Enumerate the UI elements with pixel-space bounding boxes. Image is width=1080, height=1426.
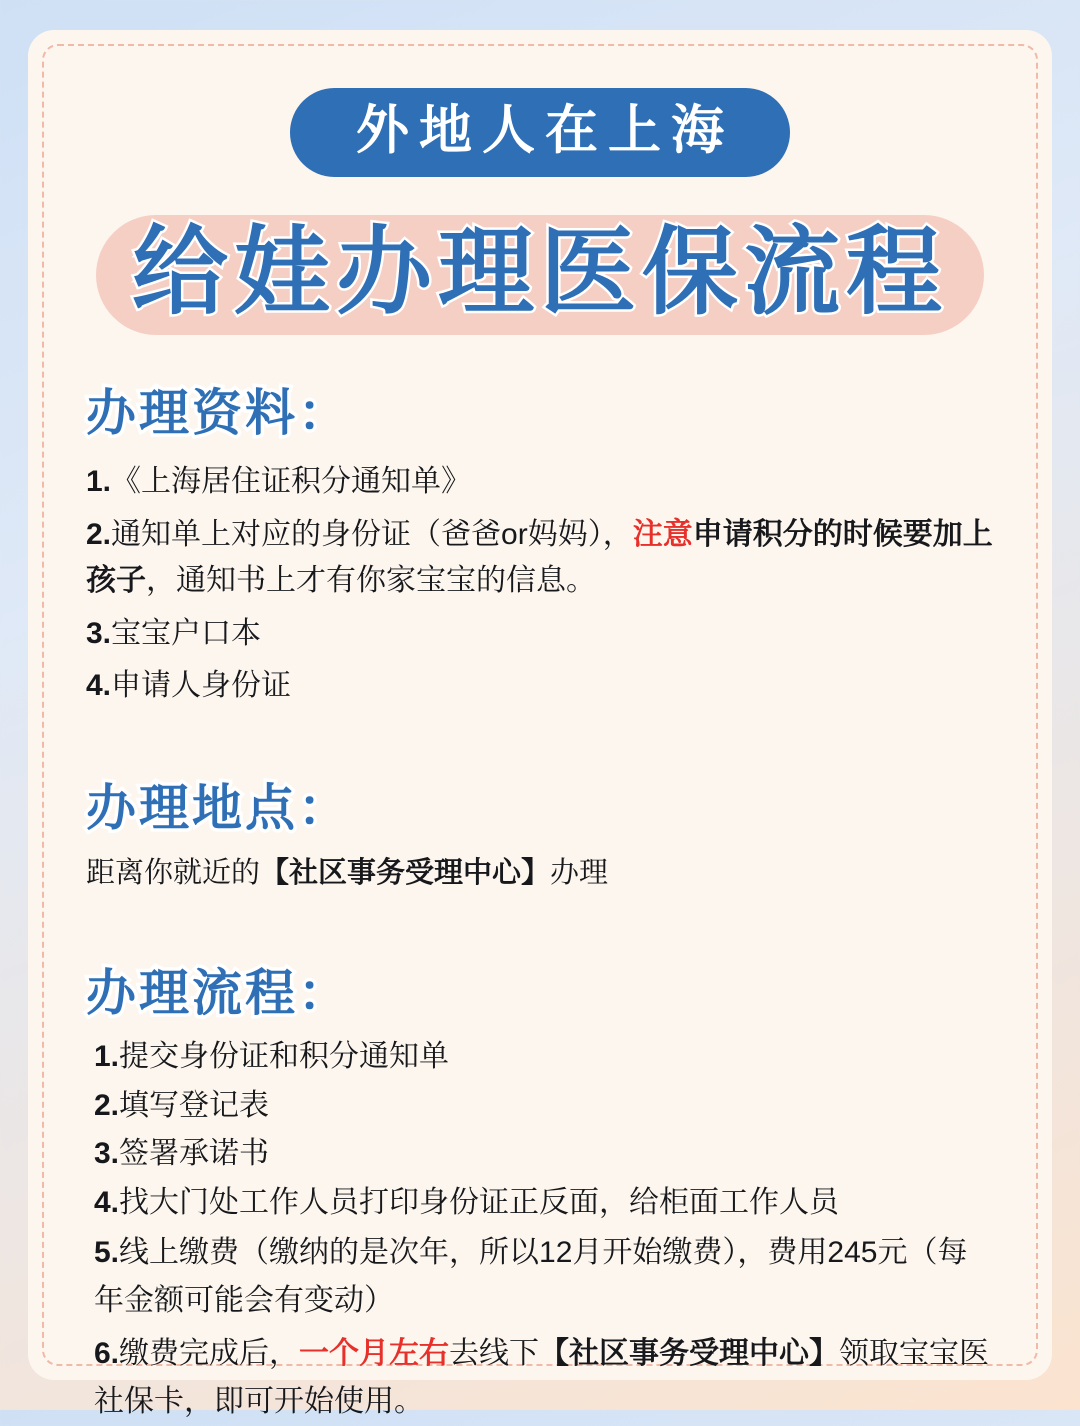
header-badge: 外地人在上海: [290, 88, 790, 177]
section-heading-location: 办理地点：: [86, 779, 351, 836]
item-text: 填写登记表: [119, 1088, 270, 1122]
item-text-after: 领取宝宝医社保卡，即可开始使用。: [94, 1337, 990, 1418]
process-list: [86, 1035, 994, 1426]
list-item: [86, 459, 994, 506]
item-index: 3.: [86, 616, 112, 650]
page-title: 给娃办理医保流程: [132, 218, 948, 326]
item-highlight: 注意: [632, 517, 693, 551]
item-highlight: 一个月左右: [299, 1337, 450, 1370]
list-item: [94, 1229, 994, 1325]
section-heading-materials: 办理资料：: [86, 385, 351, 441]
location-note-before: 距离你就近的: [86, 856, 261, 889]
item-text-bold: 申请积分的时候要加上孩子: [86, 517, 993, 597]
item-text: 提交身份证和积分通知单: [119, 1040, 450, 1073]
item-text: 找大门处工作人员打印身份证正反面，给柜面工作人员: [119, 1185, 840, 1219]
poster-content: [52, 56, 1028, 1418]
item-index: 1.: [94, 1040, 120, 1073]
list-item: [86, 512, 994, 605]
item-index: 4.: [86, 669, 112, 702]
item-text: 申请人身份证: [111, 669, 292, 702]
location-name: 【社区事务受理中心】: [539, 1337, 840, 1370]
location-name: 【社区事务受理中心】: [260, 856, 551, 889]
item-text: 《上海居住证积分通知单》: [111, 465, 472, 498]
list-item: [94, 1330, 994, 1426]
poster-card: [28, 30, 1052, 1418]
item-text-before: 通知单上对应的身份证（爸爸or妈妈），: [111, 517, 633, 551]
list-item: [86, 611, 994, 658]
item-text: 宝宝户口本: [111, 616, 262, 650]
section-heading-process: 办理流程：: [86, 965, 351, 1021]
item-index: 3.: [94, 1137, 120, 1170]
title-row: [86, 203, 994, 343]
list-item: [94, 1181, 994, 1225]
list-item: [94, 1132, 994, 1176]
location-note: [86, 852, 994, 896]
item-index: 4.: [94, 1185, 120, 1219]
item-index: 1.: [86, 465, 112, 498]
item-text-mid: 去线下: [449, 1337, 540, 1370]
list-item: [86, 663, 994, 710]
item-text: 签署承诺书: [119, 1137, 270, 1170]
item-index: 2.: [86, 517, 112, 551]
list-item: [94, 1084, 994, 1128]
item-text: 线上缴费（缴纳的是次年，所以12月开始缴费），费用245元（每年金额可能会有变动）: [94, 1236, 968, 1317]
item-index: 5.: [94, 1236, 120, 1269]
item-text-after: ，通知书上才有你家宝宝的信息。: [146, 564, 596, 597]
list-item: [94, 1035, 994, 1079]
item-index: 2.: [94, 1088, 120, 1122]
item-index: 6.: [94, 1337, 120, 1370]
badge-row: [86, 88, 994, 177]
item-text-before: 缴费完成后，: [119, 1337, 300, 1370]
location-note-after: 办理: [550, 856, 609, 889]
materials-list: [86, 459, 994, 710]
